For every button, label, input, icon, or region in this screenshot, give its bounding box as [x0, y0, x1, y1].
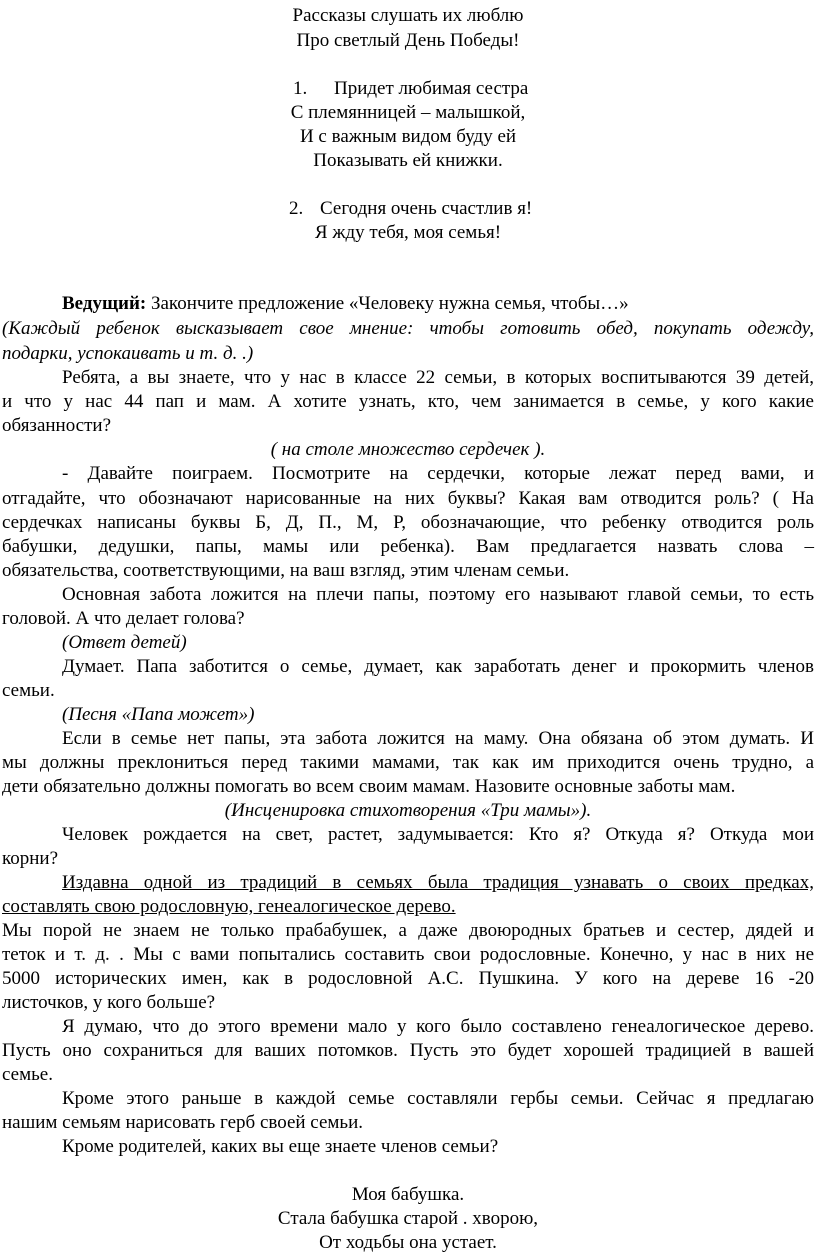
- game-paragraph-line-2: отгадайте, что обозначают нарисованные на них буквы? Какая вам отводится роль? ( На: [2, 488, 814, 509]
- question-paragraph: Кроме родителей, каких вы еще знаете членов семьи?: [62, 1136, 499, 1157]
- class-paragraph-line-1: Ребята, а вы знаете, что у нас в классе 22 семьи, в которых воспитываются 39 детей,: [62, 367, 814, 388]
- born-paragraph-line-2: корни?: [2, 848, 59, 869]
- poem-item-number-1: 1.: [293, 78, 308, 99]
- poem-item-1-line-2: С племянницей – малышкой,: [290, 102, 526, 123]
- father-paragraph-line-2: головой. А что делает голова?: [2, 608, 245, 629]
- poem-title-line-2: Про светлый День Победы!: [296, 30, 520, 51]
- thinks-paragraph-line-2: семьи.: [2, 680, 55, 701]
- relatives-paragraph-line-2: теток и т. д. . Мы с вами попытались составить свои родословные. Конечно, у нас в них не: [2, 944, 814, 965]
- poem2-title: Моя бабушка.: [351, 1184, 465, 1205]
- coat-paragraph-line-1: Кроме этого раньше в каждой семье составляли гербы семьи. Сейчас я предлагаю: [62, 1088, 814, 1109]
- coat-paragraph-line-2: нашим семьям нарисовать герб своей семьи.: [2, 1112, 364, 1133]
- children-opinion-line-1: (Каждый ребенок высказывает свое мнение: чтобы готовить обед, покупать одежду,: [2, 318, 814, 339]
- born-paragraph-line-1: Человек рождается на свет, растет, задумывается: Кто я? Откуда я? Откуда мои: [62, 824, 814, 845]
- stage-direction-answer: (Ответ детей): [62, 632, 187, 653]
- mother-paragraph-line-2: мы должны преклониться перед такими мамами, так как им приходится очень трудно, а: [2, 752, 814, 773]
- stage-direction-hearts: ( на столе множество сердечек ).: [270, 439, 546, 460]
- class-paragraph-line-2: и что у нас 44 пап и мам. А хотите узнать, кто, чем занимается в семье, у кого какие: [2, 391, 814, 412]
- tradition-paragraph-line-2: составлять свою родословную, генеалогическое дерево.: [2, 896, 456, 917]
- tree-paragraph-line-1: Я думаю, что до этого времени мало у кого было составлено генеалогическое дерево.: [62, 1016, 814, 1037]
- tree-paragraph-line-3: семье.: [2, 1064, 53, 1085]
- relatives-paragraph-line-1: Мы порой не знаем не только прабабушек, а даже двоюродных братьев и сестер, дядей и: [2, 920, 814, 941]
- thinks-paragraph-line-1: Думает. Папа заботится о семье, думает, как заработать денег и прокормить членов: [62, 656, 814, 677]
- host-text: Закончите предложение «Человеку нужна семья, чтобы…»: [146, 293, 629, 314]
- poem-item-2-line-2: Я жду тебя, моя семья!: [314, 222, 502, 243]
- tradition-paragraph-line-1: Издавна одной из традиций в семьях была традиция узнавать о своих предках,: [62, 872, 814, 893]
- mother-paragraph-line-3: дети обязательно должны помогать во всем своим мамам. Назовите основные заботы мам.: [2, 776, 736, 797]
- poem-item-1-line-3: И с важным видом буду ей: [299, 126, 517, 147]
- stage-direction-three-moms: (Инсценировка стихотворения «Три мамы»).: [224, 800, 592, 821]
- poem2-line-2: От ходьбы она устает.: [319, 1232, 497, 1253]
- mother-paragraph-line-1: Если в семье нет папы, эта забота ложится на маму. Она обязана об этом думать. И: [62, 728, 814, 749]
- poem-item-number-2: 2.: [289, 198, 304, 219]
- game-paragraph-line-1: - Давайте поиграем. Посмотрите на сердечки, которые лежат перед вами, и: [62, 463, 814, 484]
- poem2-line-1: Стала бабушка старой . хворою,: [277, 1208, 539, 1229]
- father-paragraph-line-1: Основная забота ложится на плечи папы, поэтому его называют главой семьи, то есть: [62, 584, 814, 605]
- host-line: [62, 292, 629, 317]
- poem-item-1-line-1: Придет любимая сестра: [334, 78, 529, 99]
- game-paragraph-line-4: бабушки, дедушки, папы, мамы или ребенка). Вам предлагается назвать слова –: [2, 536, 814, 557]
- stage-direction-song: (Песня «Папа может»): [62, 704, 255, 725]
- poem-title-line-1: Рассказы слушать их люблю: [292, 5, 524, 26]
- game-paragraph-line-3: сердечках написаны буквы Б, Д, П., М, Р, обозначающие, что ребенку отводится роль: [2, 512, 814, 533]
- poem-item-1-line-4: Показывать ей книжки.: [313, 150, 503, 171]
- relatives-paragraph-line-3: 5000 исторических имен, как в родословной А.С. Пушкина. У кого на дереве 16 -20: [2, 968, 814, 989]
- relatives-paragraph-line-4: листочков, у кого больше?: [2, 992, 216, 1013]
- game-paragraph-line-5: обязательства, соответствующими, на ваш взгляд, этим членам семьи.: [2, 560, 570, 581]
- host-label: Ведущий:: [62, 293, 147, 314]
- tree-paragraph-line-2: Пусть оно сохраниться для ваших потомков. Пусть это будет хорошей традицией в вашей: [2, 1040, 814, 1061]
- class-paragraph-line-3: обязанности?: [2, 415, 112, 436]
- poem-item-2-line-1: Сегодня очень счастлив я!: [320, 198, 533, 219]
- children-opinion-line-2: подарки, успокаивать и т. д. .): [2, 343, 254, 364]
